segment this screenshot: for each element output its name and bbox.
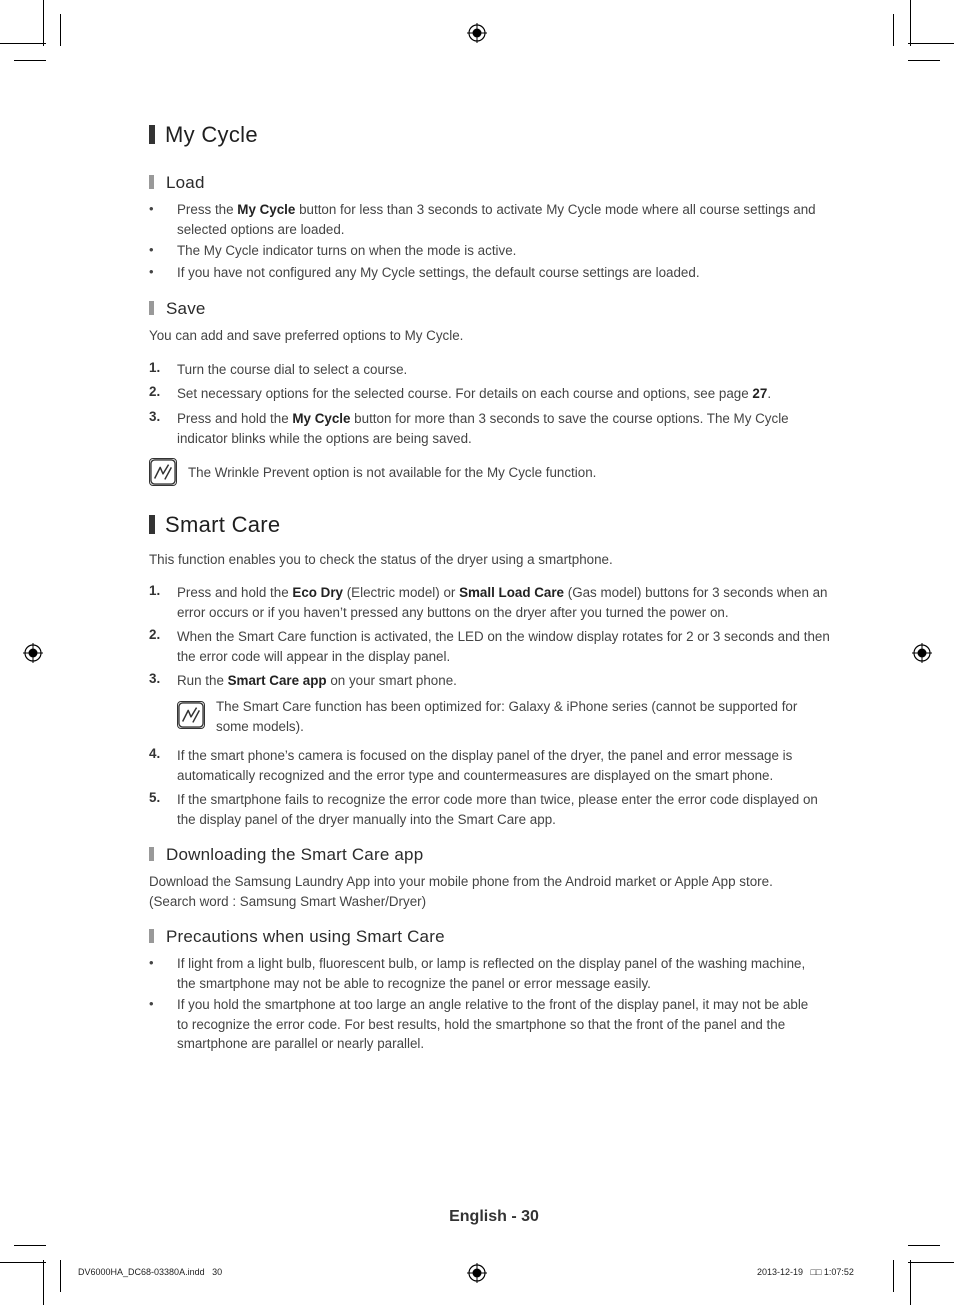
text: the error code will appear in the display panel. <box>177 648 451 664</box>
bullet: • <box>149 996 154 1011</box>
crop-mark <box>893 14 894 46</box>
button-name: Eco Dry <box>292 585 343 600</box>
heading-text: Precautions when using Smart Care <box>166 927 445 946</box>
text: (Search word : Samsung Smart Washer/Dryer) <box>149 893 427 909</box>
timestamp: 2013-12-19 □□ 1:07:52 <box>757 1267 854 1277</box>
registration-mark-icon <box>467 23 487 43</box>
text: indicator blinks while the options are being saved. <box>177 430 472 446</box>
crop-mark <box>910 1260 911 1305</box>
heading-bar <box>149 929 154 943</box>
text: The Smart Care function has been optimized for: Galaxy & iPhone series (cannot be supported for <box>216 699 798 714</box>
heading-text: My Cycle <box>165 122 258 147</box>
load-bullet-3: If you have not configured any My Cycle settings, the default course settings are loaded. <box>177 265 700 280</box>
text: on your smart phone. <box>326 673 457 688</box>
subsection-title-precautions <box>149 927 445 947</box>
text: Press and hold the <box>177 411 293 426</box>
bullet: • <box>149 264 154 279</box>
heading-text: Save <box>166 299 206 318</box>
app-name: Smart Care app <box>227 673 327 688</box>
registration-mark-icon <box>912 643 932 663</box>
subsection-title-load <box>149 173 205 193</box>
crop-mark <box>14 1245 46 1246</box>
crop-mark <box>43 1260 44 1305</box>
registration-mark-icon <box>467 1263 487 1283</box>
registration-mark-icon <box>23 643 43 663</box>
text: the smartphone may not be able to recognize the panel or error message easily. <box>177 975 651 991</box>
bullet: • <box>149 955 154 970</box>
crop-mark <box>908 60 940 61</box>
note-icon <box>177 701 205 729</box>
heading-text: Smart Care <box>165 512 281 537</box>
text: If the smart phone’s camera is focused on the display panel of the dryer, the panel and error message is <box>177 748 793 763</box>
page-number: English - 30 <box>449 1208 539 1225</box>
precaution-bullet-1 <box>177 954 857 993</box>
text: If the smartphone fails to recognize the error code more than twice, please enter the error code displayed on <box>177 792 818 807</box>
subsection-title-save <box>149 299 206 319</box>
load-bullet-2: The My Cycle indicator turns on when the mode is active. <box>177 243 517 258</box>
text: If light from a light bulb, fluorescent bulb, or lamp is reflected on the display panel of the washing machine, <box>177 956 806 971</box>
load-bullet-1 <box>177 200 847 239</box>
crop-mark <box>60 14 61 46</box>
step-number: 5. <box>149 790 161 805</box>
step-number: 3. <box>149 409 161 424</box>
text: . <box>767 386 772 401</box>
text: When the Smart Care function is activated, the LED on the window display rotates for 2 or 3 seconds and then <box>177 629 830 644</box>
bullet: • <box>149 201 154 216</box>
smart-care-intro: This function enables you to check the status of the dryer using a smartphone. <box>149 552 613 567</box>
smart-care-step-5 <box>177 790 877 829</box>
subsection-title-downloading <box>149 845 423 865</box>
save-step-3 <box>177 409 847 448</box>
crop-mark <box>893 1260 894 1292</box>
smart-care-step-2 <box>177 627 877 666</box>
text: (Electric model) or <box>343 585 460 600</box>
crop-mark <box>908 43 954 44</box>
step-number: 3. <box>149 671 161 686</box>
text: Run the <box>177 673 228 688</box>
text: (Gas model) buttons for 3 seconds when an <box>564 585 828 600</box>
crop-mark <box>910 0 911 46</box>
smart-care-note <box>216 697 836 736</box>
text: to recognize the error code. For best results, hold the smartphone so that the front of the panel and the <box>177 1016 786 1032</box>
downloading-text <box>149 872 849 911</box>
file-name: DV6000HA_DC68-03380A.indd 30 <box>78 1267 223 1277</box>
button-name: Small Load Care <box>459 585 565 600</box>
heading-text: Load <box>166 173 205 192</box>
heading-text: Downloading the Smart Care app <box>166 845 424 864</box>
precaution-bullet-2 <box>177 995 857 1054</box>
smart-care-step-3 <box>177 671 457 691</box>
save-step-2 <box>177 384 771 404</box>
section-title-my-cycle <box>149 122 258 148</box>
heading-bar <box>149 301 154 315</box>
crop-mark <box>0 1262 46 1263</box>
crop-mark <box>0 43 46 44</box>
text: automatically recognized and the error type and countermeasures are displayed on the smart phone. <box>177 767 774 783</box>
note-icon <box>149 458 177 486</box>
text: selected options are loaded. <box>177 221 345 237</box>
button-name: My Cycle <box>237 202 296 217</box>
text: Press and hold the <box>177 585 293 600</box>
step-number: 2. <box>149 627 161 642</box>
step-number: 1. <box>149 360 161 375</box>
text: Set necessary options for the selected course. For details on each course and options, see page <box>177 386 753 401</box>
text: the display panel of the dryer manually into the Smart Care app. <box>177 811 556 827</box>
button-name: My Cycle <box>292 411 351 426</box>
text: Press the <box>177 202 238 217</box>
text: If you hold the smartphone at too large an angle relative to the front of the display panel, it may not be able <box>177 997 809 1012</box>
heading-bar <box>149 847 154 861</box>
heading-bar <box>149 125 155 144</box>
crop-mark <box>908 1245 940 1246</box>
save-note: The Wrinkle Prevent option is not available for the My Cycle function. <box>188 465 597 480</box>
bullet: • <box>149 242 154 257</box>
crop-mark <box>908 1262 954 1263</box>
step-number: 4. <box>149 746 161 761</box>
step-number: 2. <box>149 384 161 399</box>
heading-bar <box>149 175 154 189</box>
crop-mark <box>43 0 44 46</box>
page-reference: 27 <box>752 386 768 401</box>
smart-care-step-1 <box>177 583 857 622</box>
section-title-smart-care <box>149 512 280 538</box>
heading-bar <box>149 515 155 534</box>
text: some models). <box>216 718 304 734</box>
save-intro: You can add and save preferred options to My Cycle. <box>149 328 464 343</box>
text: Download the Samsung Laundry App into your mobile phone from the Android market or Apple App store. <box>149 874 773 889</box>
step-number: 1. <box>149 583 161 598</box>
text: smartphone are parallel or nearly parallel. <box>177 1036 425 1051</box>
text: button for more than 3 seconds to save the course options. The My Cycle <box>350 411 789 426</box>
text: button for less than 3 seconds to activate My Cycle mode where all course settings and <box>295 202 816 217</box>
crop-mark <box>60 1260 61 1292</box>
crop-mark <box>14 60 46 61</box>
text: error occurs or if you haven’t pressed any buttons on the dryer after you turned the power on. <box>177 604 729 620</box>
smart-care-step-4 <box>177 746 857 785</box>
save-step-1: Turn the course dial to select a course. <box>177 362 408 377</box>
